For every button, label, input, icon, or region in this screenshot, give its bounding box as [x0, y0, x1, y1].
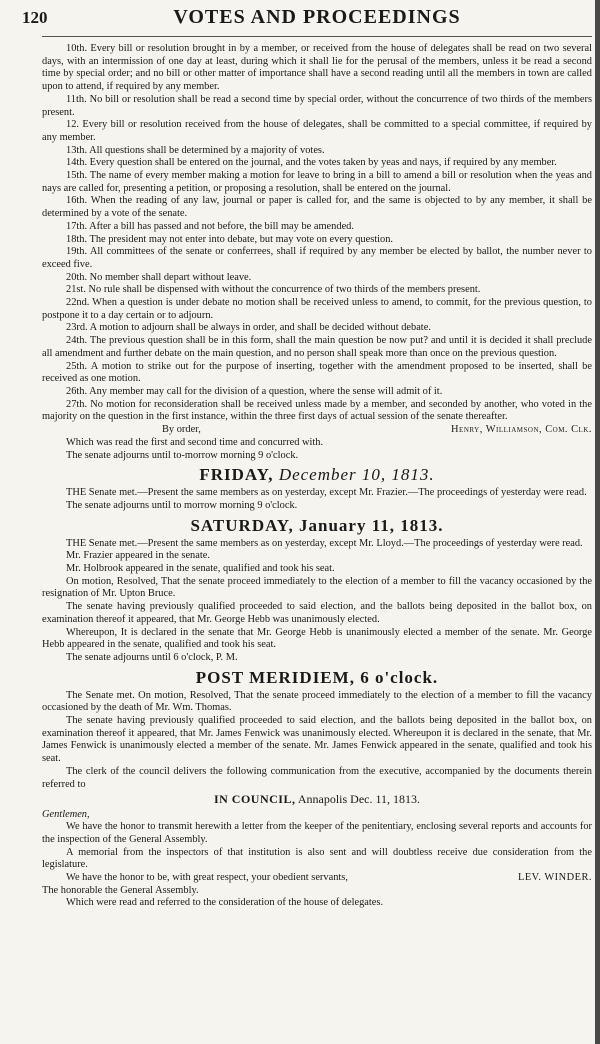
by-order-text: By order, [162, 424, 201, 436]
rule-24: 24th. The previous question shall be in this form, shall the main question be now put? and until it is decided it shall preclude all amendment and further debate on the main question, and no person shall speak more than once on the previous question. [42, 335, 592, 359]
rules-list [42, 43, 592, 424]
post-meridiem-heading: POST MERIDIEM, 6 o'clock. [195, 667, 439, 687]
running-title: VOTES AND PROCEEDINGS [173, 6, 461, 28]
book-spine-shadow [595, 0, 600, 1044]
post-meridiem-para: The Senate met. On motion, Resolved, That the senate proceed immediately to the election of a member to fill the vacancy occasioned by the death of Mr. Wm. Thomas. [42, 689, 592, 714]
council-heading-place-date: Annapolis Dec. 11, 1813. [297, 792, 421, 807]
saturday-para: Whereupon, It is declared in the senate that Mr. George Hebb is unanimously elected a member of the senate. Mr. George Hebb appeared in the senate, qualified and took his seat. [42, 626, 592, 651]
saturday-heading: SATURDAY, January 11, 1813. [190, 515, 444, 535]
rule-22: 22nd. When a question is under debate no motion shall be received unless to amend, to commit, for the previous question, to postpone it to a day certain or to adjourn. [42, 297, 592, 321]
saturday-para: Mr. Frazier appeared in the senate. [66, 550, 210, 562]
governor-signature: LEV. WINDER. [517, 872, 592, 884]
friday-day: FRIDAY, [199, 465, 274, 485]
rule-25: 25th. A motion to strike out for the purpose of inserting, together with the amendment proposed to be inserted, shall be received as one motion. [42, 360, 592, 385]
letter-salutation: Gentlemen, [42, 809, 90, 821]
letter-para: A memorial from the inspectors of that institution is also sent and will doubtless receive due consideration from the legislature. [42, 846, 592, 871]
rule-19: 19th. All committees of the senate or conferrees, shall if required by any member be elected by ballot, the number never to exceed five. [42, 246, 592, 270]
saturday-para: The senate having previously qualified proceeded to said election, and the ballots being deposited in the ballot box, on examination thereof it appeared, that Mr. George Hebb was unanimously elected. [42, 601, 592, 625]
friday-para: THE Senate met.—Present the same members as on yesterday, except Mr. Frazier.—The proceedings of yesterday were read. [66, 487, 587, 499]
council-heading [42, 792, 592, 807]
post-meridiem-para: The senate having previously qualified proceeded to said election, and the ballots being deposited in the ballot box, on examination thereof it appeared, that Mr. James Fenwick was unanimously elected. Whereupon it is declared in the senate, that Mr. James Fenwick is unanimously elected a member of the senate. Mr. James Fenwick appeared in the senate, qualified and took his seat. [42, 715, 592, 765]
post-meridiem-para: The clerk of the council delivers the following communication from the executive, accompanied by the documents therein referred to [42, 765, 592, 790]
saturday-para: The senate adjourns until 6 o'clock, P. M. [66, 651, 238, 663]
letter-closing-text: We have the honor to be, with great respect, your obedient servants, [66, 872, 348, 884]
clerk-signature: Henry, Williamson, Com. Clk. [451, 424, 592, 436]
page-header [22, 6, 592, 37]
letter-para: We have the honor to transmit herewith a letter from the keeper of the penitentiary, enclosing several reports and accounts for the inspection of the General Assembly. [42, 821, 592, 845]
saturday-para: Mr. Holbrook appeared in the senate, qualified and took his seat. [66, 563, 335, 575]
council-heading-caps: IN COUNCIL, [213, 792, 296, 807]
rule-13: 13th. All questions shall be determined by a majority of votes. [66, 144, 325, 156]
rule-23: 23rd. A motion to adjourn shall be always in order, and shall be decided without debate. [66, 322, 431, 334]
rule-14: 14th. Every question shall be entered on the journal, and the votes taken by yeas and nays, if required by any member. [66, 157, 557, 169]
friday-para: The senate adjourns until to morrow morning 9 o'clock. [66, 499, 298, 511]
rule-15: 15th. The name of every member making a motion for leave to bring in a bill to amend a bill or resolution when the yeas and nays are called for, presenting a petition, or proposing a resolution, shall be entered on the journal. [42, 170, 592, 194]
adjournment-note: The senate adjourns until to-morrow morning 9 o'clock. [66, 449, 299, 461]
page-bottom-fade [0, 1004, 600, 1044]
page-number: 120 [22, 8, 48, 27]
referral-note: Which were read and referred to the consideration of the house of delegates. [66, 897, 384, 909]
rule-18: 18th. The president may not enter into debate, but may vote on every question. [66, 233, 394, 245]
friday-date: December 10, 1813. [278, 465, 435, 485]
rule-10: 10th. Every bill or resolution brought in by a member, or received from the house of delegates shall be read on two several days, with an intermission of one day at least, during which it shall lie for the perusal of the members, unless it be read a second time by special order; and no bill or other matter of importance shall have a second reading until all the members in town are called upon to attend, if required by any member. [42, 43, 592, 93]
rule-16: 16th. When the reading of any law, journal or paper is called for, and the same is objected to by any member, it shall be determined by a vote of the senate. [42, 195, 592, 220]
concurrence-note: Which was read the first and second time and concurred with. [66, 436, 324, 448]
rule-17: 17th. After a bill has passed and not before, the bill may be amended. [66, 220, 354, 232]
friday-heading [42, 465, 592, 485]
rule-11: 11th. No bill or resolution shall be read a second time by special order, without the concurrence of two thirds of the members present. [42, 93, 592, 118]
rule-26: 26th. Any member may call for the division of a question, where the sense will admit of it. [66, 385, 443, 397]
rule-21: 21st. No rule shall be dispensed with without the concurrence of two thirds of the members present. [66, 284, 481, 296]
letter-addressee: The honorable the General Assembly. [42, 884, 199, 896]
saturday-para: On motion, Resolved, That the senate proceed immediately to the election of a member to fill the vacancy occasioned by the resignation of Mr. Upton Bruce. [42, 575, 592, 600]
letter-closing [42, 872, 592, 885]
rule-27: 27th. No motion for reconsideration shall be received unless made by a member, and seconded by another, who voted in the majority on the question in the first instance, within the three first days of actual session of the senate thereafter. [42, 398, 592, 423]
signoff-line [42, 424, 592, 437]
saturday-para: THE Senate met.—Present the same members as on yesterday, except Mr. Lloyd.—The proceedings of yesterday were read. [66, 537, 583, 549]
rule-12: 12. Every bill or resolution received from the house of delegates, shall be committed to a special committee, if required by any member. [42, 119, 592, 143]
rule-20: 20th. No member shall depart without leave. [66, 271, 252, 283]
